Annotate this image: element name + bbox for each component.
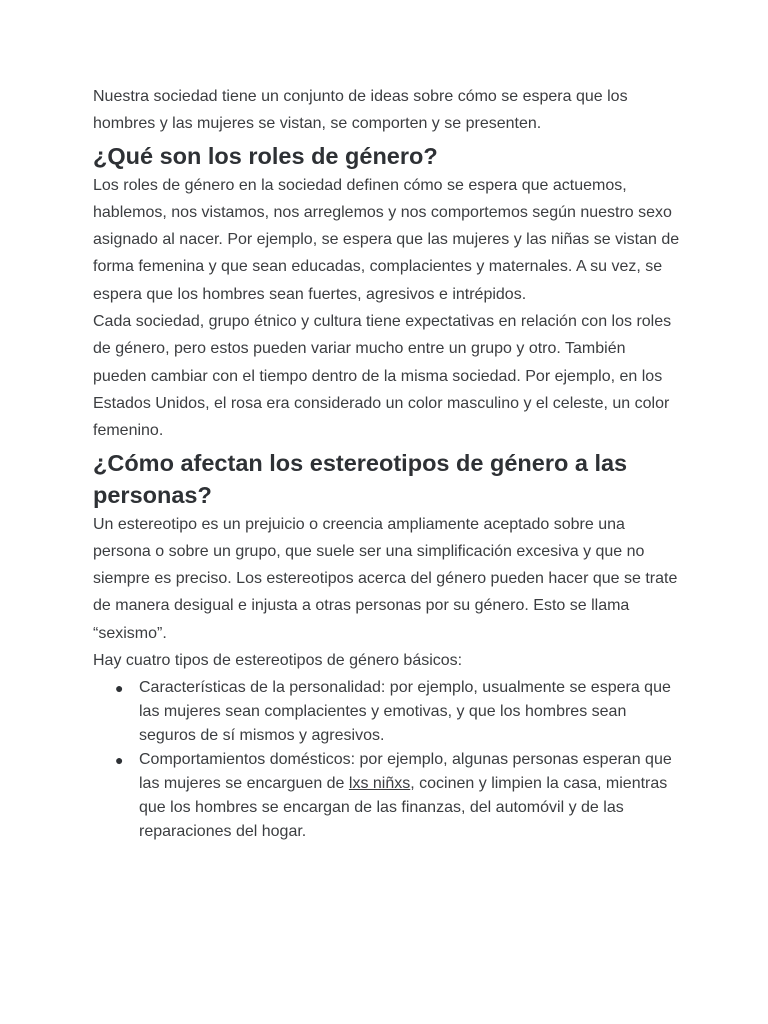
list-item-text-after: , cocinen y limpien la casa, mientras que los hombres se encargan de las finanzas, del automóvil y de las reparaciones del hogar. <box>139 775 668 841</box>
gender-roles-paragraph-2: Cada sociedad, grupo étnico y cultura tiene expectativas en relación con los roles de género, pero estos pueden variar mucho entre un grupo y otro. También pueden cambiar con el tiempo dentro de la misma sociedad. Por ejemplo, en los Estados Unidos, el rosa era considerado un color masculino y el celeste, un color femenino. <box>93 313 672 440</box>
bullet-icon: ● <box>115 680 124 697</box>
list-item <box>115 748 683 844</box>
document-content <box>93 83 683 844</box>
heading-gender-roles: ¿Qué son los roles de género? <box>93 142 438 169</box>
bullet-icon: ● <box>115 752 124 769</box>
heading-gender-stereotypes: ¿Cómo afectan los estereotipos de género a las personas? <box>93 449 628 508</box>
stereotypes-paragraph-2: Hay cuatro tipos de estereotipos de género básicos: <box>93 652 463 670</box>
list-item-text-before: Comportamientos domésticos: por ejemplo, algunas personas esperan que las mujeres se encarguen de <box>139 751 672 793</box>
ninxs-link[interactable]: lxs niñxs <box>348 775 411 793</box>
intro-paragraph: Nuestra sociedad tiene un conjunto de ideas sobre cómo se espera que los hombres y las mujeres se vistan, se comporten y se presenten. <box>93 88 628 133</box>
stereotype-types-list <box>93 676 683 844</box>
list-item-text: Características de la personalidad: por ejemplo, usualmente se espera que las mujeres sean complacientes y emotivas, y que los hombres sean seguros de sí mismos y agresivos. <box>139 679 671 745</box>
gender-roles-paragraph-1: Los roles de género en la sociedad definen cómo se espera que actuemos, hablemos, nos vistamos, nos arreglemos y nos comportemos según nuestro sexo asignado al nacer. Por ejemplo, se espera que las mujeres y las niñas se vistan de forma femenina y que sean educadas, complacientes y maternales. A su vez, se espera que los hombres sean fuertes, agresivos e intrépidos. <box>93 176 680 303</box>
list-item <box>115 676 683 748</box>
stereotypes-paragraph-1: Un estereotipo es un prejuicio o creencia ampliamente aceptado sobre una persona o sobre un grupo, que suele ser una simplificación excesiva y que no siempre es preciso. Los estereotipos acerca del género pueden hacer que se trate de manera desigual e injusta a otras personas por su género. Esto se llama “sexismo”. <box>93 515 678 642</box>
